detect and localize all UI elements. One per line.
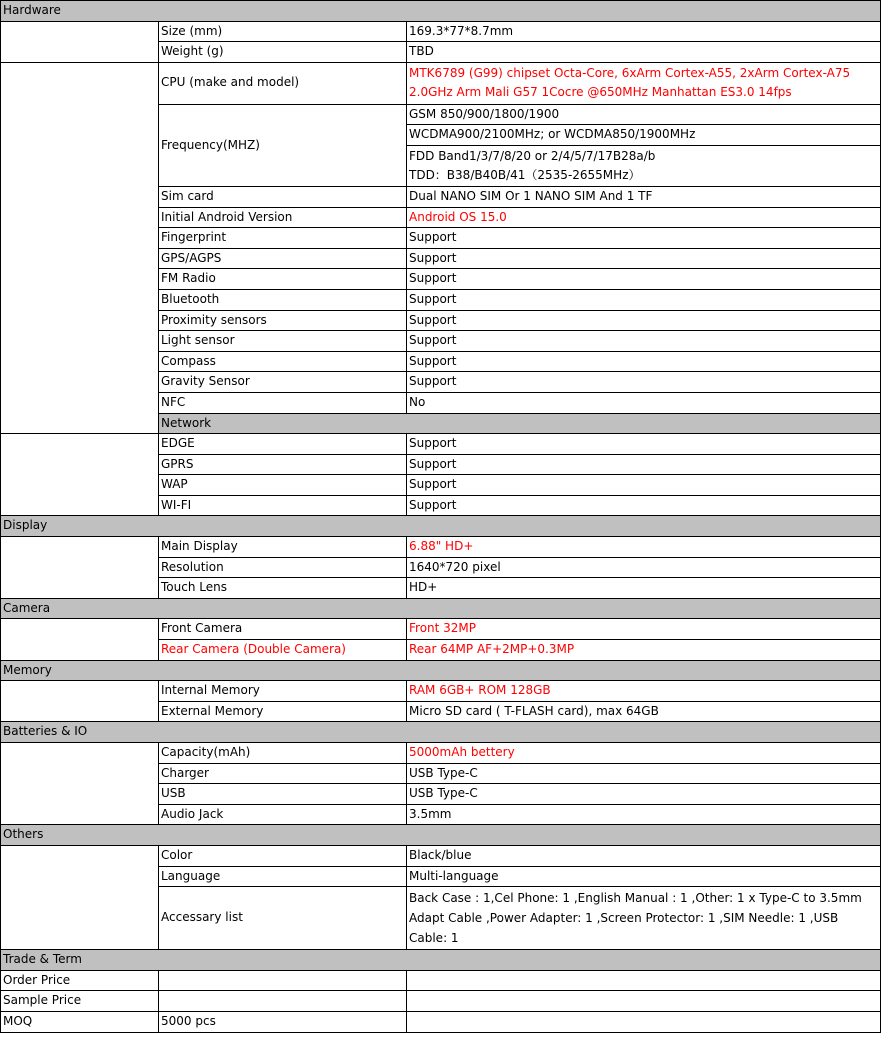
gravity-value: Support [407, 372, 881, 393]
frequency-label: Frequency(MHZ) [159, 104, 407, 186]
proximity-value: Support [407, 310, 881, 331]
weight-label: Weight (g) [159, 42, 407, 63]
language-label: Language [159, 866, 407, 887]
gprs-label: GPRS [159, 454, 407, 475]
main-display-value: 6.88" HD+ [407, 537, 881, 558]
internal-memory-label: Internal Memory [159, 681, 407, 702]
section-others: Others [1, 825, 881, 846]
wifi-value: Support [407, 495, 881, 516]
section-camera: Camera [1, 598, 881, 619]
usb-value: USB Type-C [407, 784, 881, 805]
rear-camera-label: Rear Camera (Double Camera) [159, 640, 407, 661]
section-batteries: Batteries & IO [1, 722, 881, 743]
compass-label: Compass [159, 351, 407, 372]
order-price-label: Order Price [1, 970, 159, 991]
main-display-label: Main Display [159, 537, 407, 558]
nfc-value: No [407, 392, 881, 413]
external-memory-label: External Memory [159, 701, 407, 722]
edge-value: Support [407, 434, 881, 455]
compass-value: Support [407, 351, 881, 372]
capacity-label: Capacity(mAh) [159, 743, 407, 764]
proximity-label: Proximity sensors [159, 310, 407, 331]
touch-lens-value: HD+ [407, 578, 881, 599]
external-memory-value: Micro SD card ( T-FLASH card), max 64GB [407, 701, 881, 722]
fm-value: Support [407, 269, 881, 290]
audio-jack-value: 3.5mm [407, 804, 881, 825]
sample-price-value [159, 991, 407, 1012]
audio-jack-label: Audio Jack [159, 804, 407, 825]
android-label: Initial Android Version [159, 207, 407, 228]
section-memory: Memory [1, 660, 881, 681]
color-label: Color [159, 845, 407, 866]
accessory-label: Accessary list [159, 887, 407, 950]
internal-memory-value: RAM 6GB+ ROM 128GB [407, 681, 881, 702]
wap-value: Support [407, 475, 881, 496]
wap-label: WAP [159, 475, 407, 496]
usb-label: USB [159, 784, 407, 805]
section-hardware: Hardware [1, 1, 881, 22]
frequency-tdd: TDD：B38/B40B/41（2535-2655MHz） [409, 167, 641, 182]
edge-label: EDGE [159, 434, 407, 455]
android-value: Android OS 15.0 [407, 207, 881, 228]
gprs-value: Support [407, 454, 881, 475]
section-trade: Trade & Term [1, 950, 881, 971]
frequency-wcdma: WCDMA900/2100MHz; or WCDMA850/1900MHz [407, 125, 881, 146]
size-value: 169.3*77*8.7mm [407, 21, 881, 42]
light-label: Light sensor [159, 331, 407, 352]
light-value: Support [407, 331, 881, 352]
charger-label: Charger [159, 763, 407, 784]
moq-label: MOQ [1, 1011, 159, 1032]
nfc-label: NFC [159, 392, 407, 413]
fingerprint-label: Fingerprint [159, 228, 407, 249]
cpu-label: CPU (make and model) [159, 62, 407, 104]
resolution-value: 1640*720 pixel [407, 557, 881, 578]
frequency-gsm: GSM 850/900/1800/1900 [407, 104, 881, 125]
resolution-label: Resolution [159, 557, 407, 578]
weight-value: TBD [407, 42, 881, 63]
wifi-label: WI-FI [159, 495, 407, 516]
capacity-value: 5000mAh bettery [407, 743, 881, 764]
color-value: Black/blue [407, 845, 881, 866]
cpu-value: MTK6789 (G99) chipset Octa-Core, 6xArm Cortex-A55, 2xArm Cortex-A75 2.0GHz Arm Mali G57 1Cocre @650MHz Manhattan ES3.0 14fps [407, 62, 881, 104]
charger-value: USB Type-C [407, 763, 881, 784]
touch-lens-label: Touch Lens [159, 578, 407, 599]
size-label: Size (mm) [159, 21, 407, 42]
front-camera-value: Front 32MP [407, 619, 881, 640]
moq-value: 5000 pcs [159, 1011, 407, 1032]
gps-value: Support [407, 248, 881, 269]
section-network: Network [159, 413, 881, 434]
fingerprint-value: Support [407, 228, 881, 249]
accessory-value: Back Case : 1,Cel Phone: 1 ,English Manual : 1 ,Other: 1 x Type-C to 3.5mm Adapt Cable ,Power Adapter: 1 ,Screen Protector: 1 ,SIM Needle: 1 ,USB Cable: 1 [407, 887, 881, 950]
sample-price-label: Sample Price [1, 991, 159, 1012]
bluetooth-value: Support [407, 289, 881, 310]
front-camera-label: Front Camera [159, 619, 407, 640]
gps-label: GPS/AGPS [159, 248, 407, 269]
bluetooth-label: Bluetooth [159, 289, 407, 310]
rear-camera-value: Rear 64MP AF+2MP+0.3MP [407, 640, 881, 661]
fm-label: FM Radio [159, 269, 407, 290]
frequency-fdd: FDD Band1/3/7/8/20 or 2/4/5/7/17B28a/b [409, 148, 656, 163]
order-price-value [159, 970, 407, 991]
sim-value: Dual NANO SIM Or 1 NANO SIM And 1 TF [407, 186, 881, 207]
language-value: Multi-language [407, 866, 881, 887]
section-display: Display [1, 516, 881, 537]
sim-label: Sim card [159, 186, 407, 207]
gravity-label: Gravity Sensor [159, 372, 407, 393]
